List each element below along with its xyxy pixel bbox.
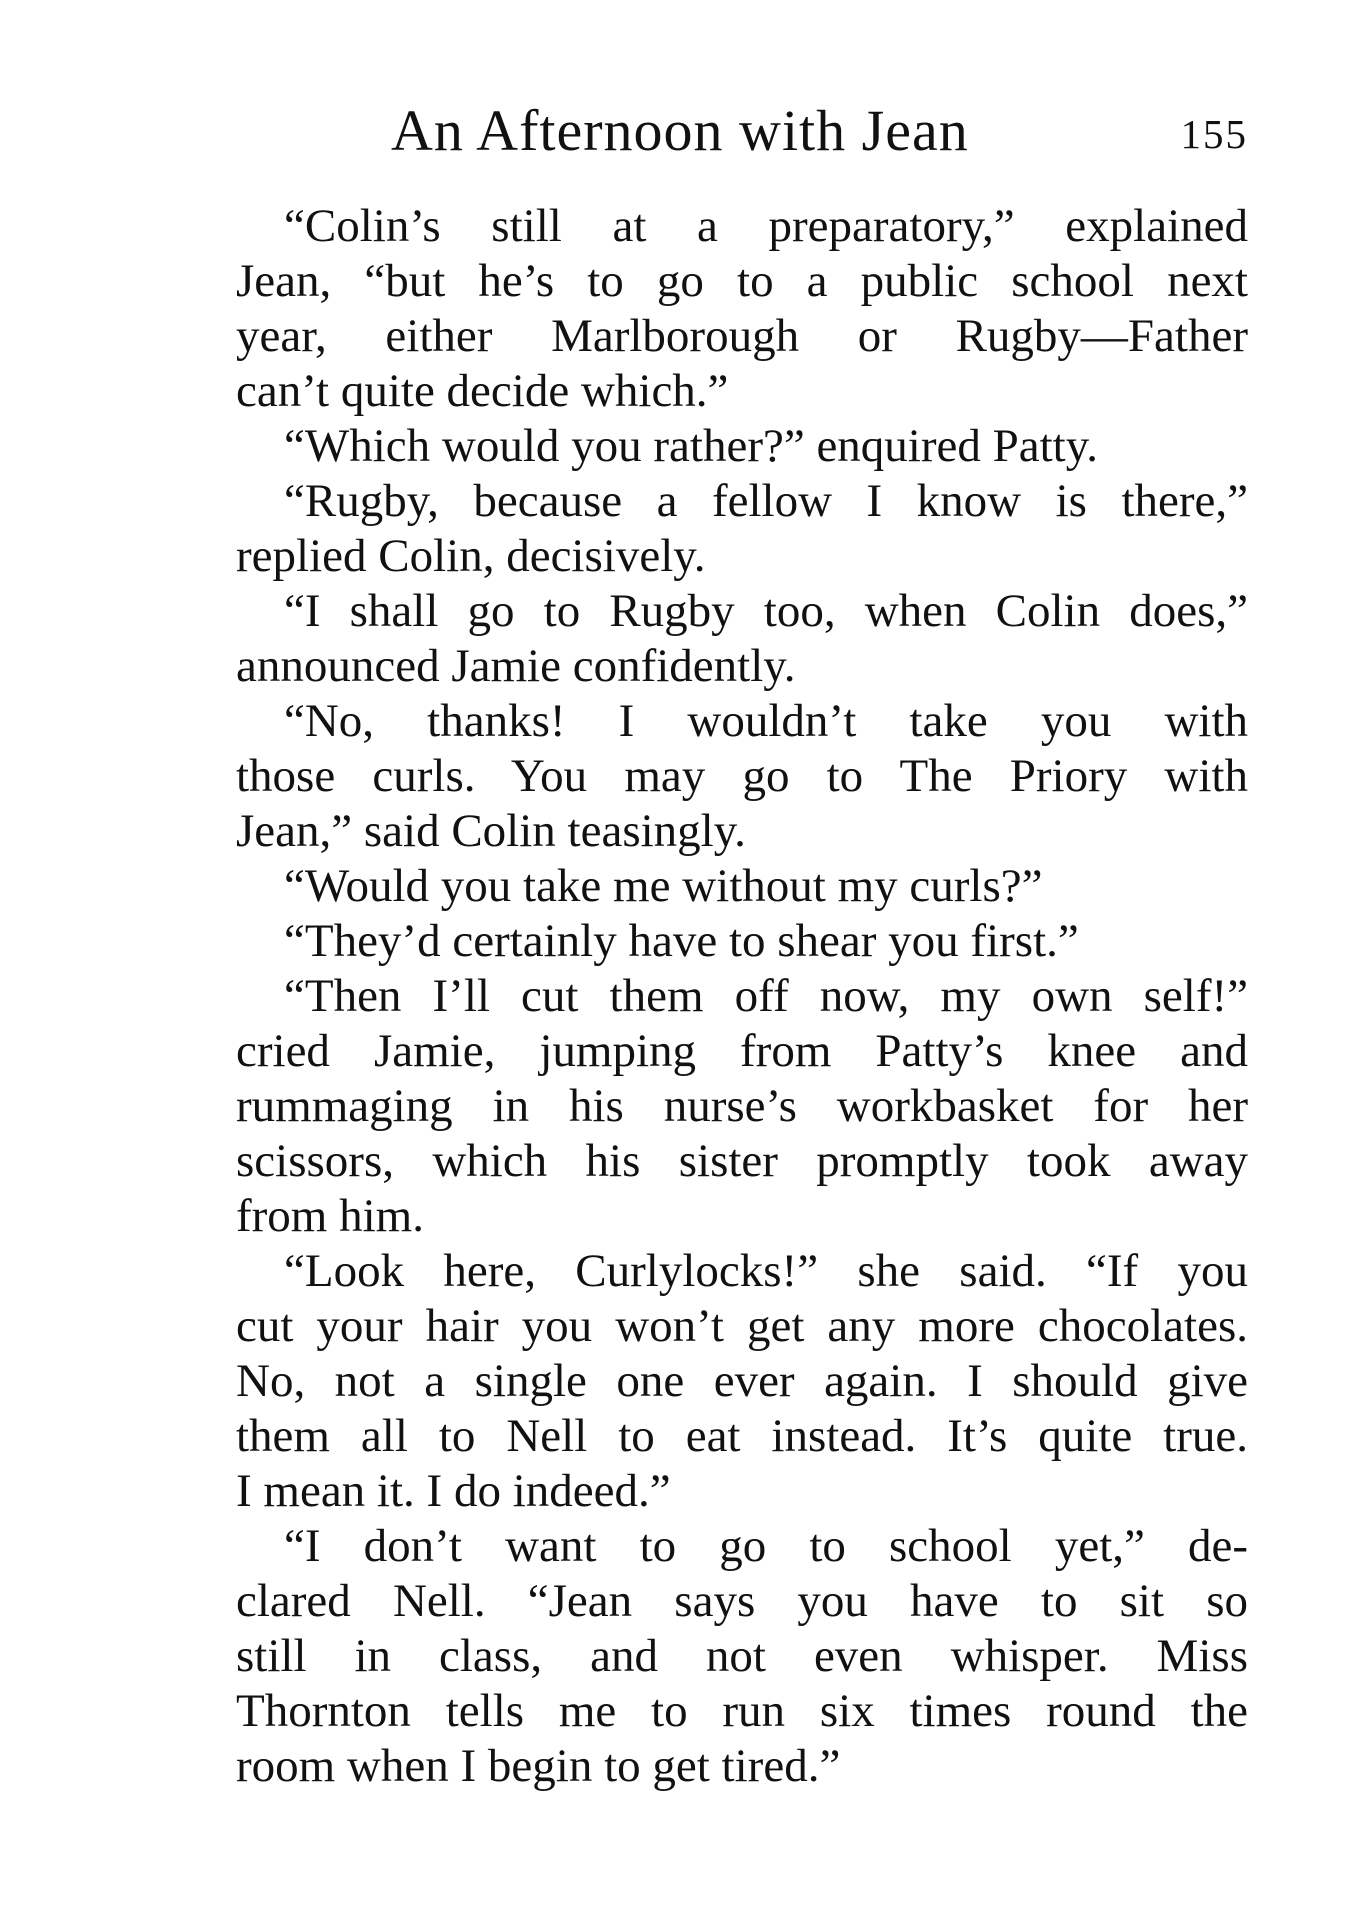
text-line: scissors, which his sister promptly took away [236, 1135, 1248, 1187]
text-line: “Then I’ll cut them off now, my own self!” [284, 970, 1248, 1022]
body-text [236, 199, 1248, 1794]
running-head [236, 96, 1248, 166]
text-line: cried Jamie, jumping from Patty’s knee and [236, 1025, 1248, 1077]
text-line: “Look here, Curlylocks!” she said. “If you [284, 1245, 1248, 1297]
text-line: from him. [236, 1190, 424, 1242]
text-line: “Would you take me without my curls?” [284, 860, 1043, 912]
text-line: year, either Marlborough or Rugby—Father [236, 310, 1248, 362]
text-line: announced Jamie confidently. [236, 640, 796, 692]
text-line: still in class, and not even whisper. Miss [236, 1630, 1248, 1682]
text-line: room when I begin to get tired.” [236, 1740, 841, 1792]
page-number: 155 [1180, 111, 1248, 157]
text-line: those curls. You may go to The Priory with [236, 750, 1248, 802]
text-line: clared Nell. “Jean says you have to sit so [236, 1575, 1248, 1627]
text-line: cut your hair you won’t get any more chocolates. [236, 1300, 1248, 1352]
text-line: replied Colin, decisively. [236, 530, 706, 582]
text-line: “Which would you rather?” enquired Patty. [284, 420, 1098, 472]
text-line: Jean,” said Colin teasingly. [236, 805, 746, 857]
text-line: “They’d certainly have to shear you first.” [284, 915, 1079, 967]
text-line: “I shall go to Rugby too, when Colin does,” [284, 585, 1248, 637]
text-line: “Colin’s still at a preparatory,” explained [284, 200, 1248, 252]
text-line: I mean it. I do indeed.” [236, 1465, 671, 1517]
text-line: rummaging in his nurse’s workbasket for her [236, 1080, 1248, 1132]
text-line: can’t quite decide which.” [236, 365, 729, 417]
text-line: “I don’t want to go to school yet,” de- [284, 1520, 1248, 1572]
text-line: “Rugby, because a fellow I know is there,” [284, 475, 1248, 527]
text-line: Thornton tells me to run six times round the [236, 1685, 1248, 1737]
text-line: Jean, “but he’s to go to a public school next [236, 255, 1248, 307]
chapter-title: An Afternoon with Jean [391, 98, 969, 163]
text-line: them all to Nell to eat instead. It’s quite true. [236, 1410, 1248, 1462]
text-line: No, not a single one ever again. I should give [236, 1355, 1248, 1407]
text-line: “No, thanks! I wouldn’t take you with [284, 695, 1248, 747]
